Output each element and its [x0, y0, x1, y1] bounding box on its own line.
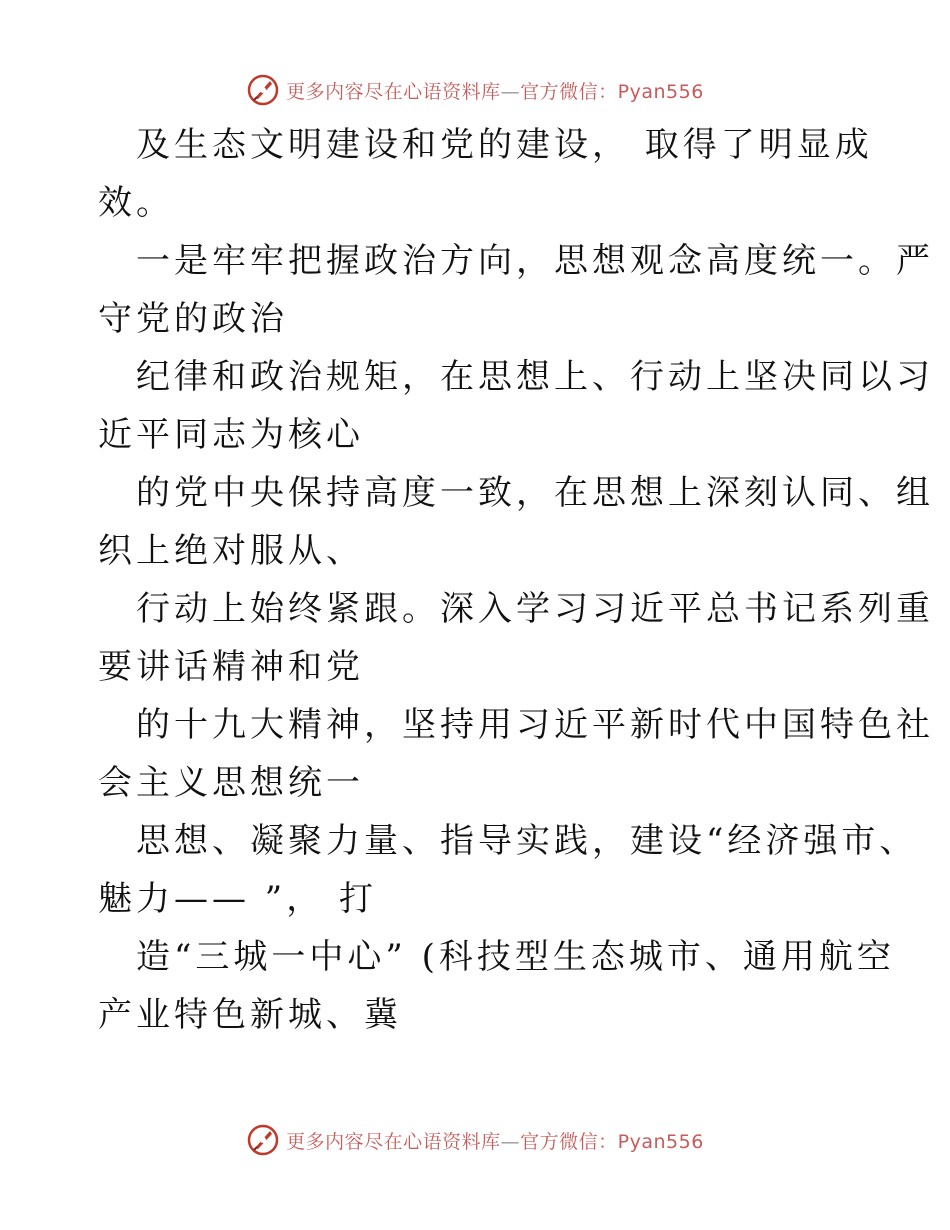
- body-line: 会主义思想统一: [98, 763, 364, 803]
- quill-pen-logo-icon: [246, 73, 280, 107]
- watermark-text: 更多内容尽在心语资料库—官方微信：Pyan556: [286, 80, 704, 103]
- body-line: 效。: [98, 183, 174, 223]
- body-line: 的十九大精神，坚持用习近平新时代中国特色社: [136, 705, 934, 745]
- body-line: 一是牢牢把握政治方向，思想观念高度统一。严: [136, 241, 934, 281]
- body-line: 要讲话精神和党: [98, 647, 364, 687]
- header-watermark-banner: [0, 70, 950, 110]
- body-line: 近平同志为核心: [98, 415, 364, 455]
- document-body: [98, 116, 934, 1044]
- body-line: 织上绝对服从、: [98, 531, 364, 571]
- body-line: 思想、凝聚力量、指导实践，建设“经济强市、: [136, 821, 918, 861]
- body-line: 造“三城一中心” (科技型生态城市、通用航空: [136, 937, 895, 977]
- body-line: 行动上始终紧跟。深入学习习近平总书记系列重: [136, 589, 934, 629]
- body-line: 产业特色新城、冀: [98, 995, 402, 1035]
- body-line: 守党的政治: [98, 299, 288, 339]
- quill-pen-logo-icon: [246, 1123, 280, 1157]
- body-line: 的党中央保持高度一致，在思想上深刻认同、组: [136, 473, 934, 513]
- body-line: 纪律和政治规矩，在思想上、行动上坚决同以习: [136, 357, 934, 397]
- body-line: 及生态文明建设和党的建设， 取得了明显成: [136, 125, 873, 165]
- watermark-text: 更多内容尽在心语资料库—官方微信：Pyan556: [286, 1130, 704, 1153]
- footer-watermark-banner: [0, 1120, 950, 1160]
- body-line: 魅力—— ”， 打: [98, 879, 377, 919]
